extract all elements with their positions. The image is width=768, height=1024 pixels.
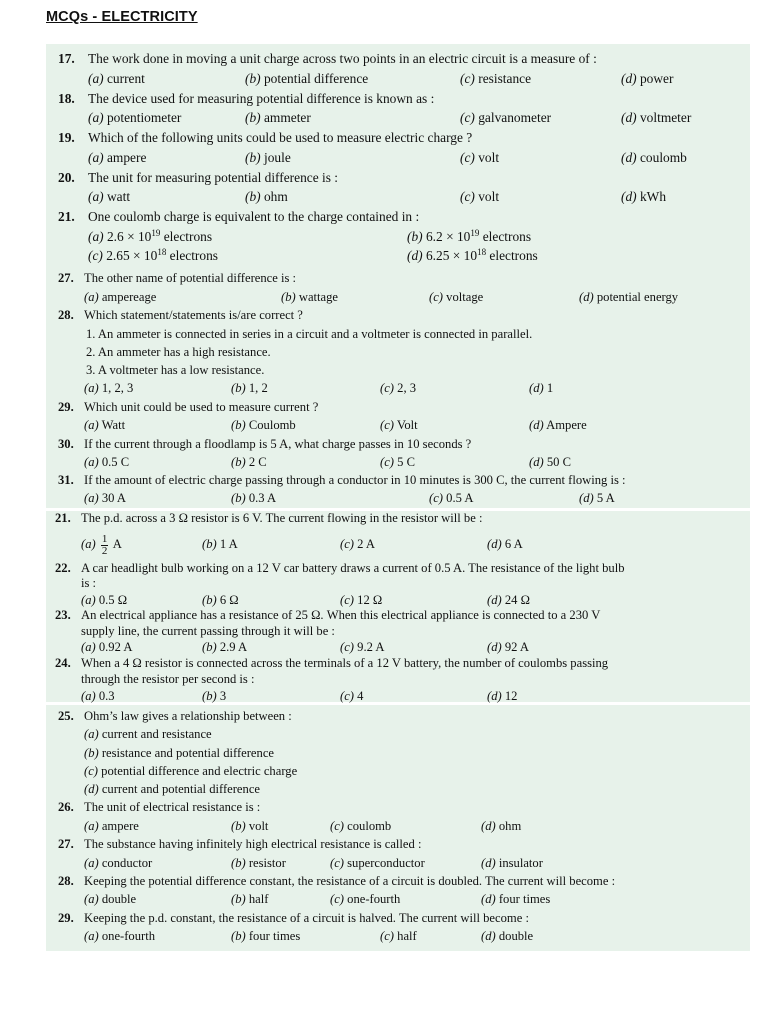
question-text: If the amount of electric charge passing through a conductor in 10 minutes is 300 C, the current flowing is : xyxy=(84,473,626,487)
question-text: A car headlight bulb working on a 12 V car battery draws a current of 0.5 A. The resistance of the light bulb xyxy=(81,561,625,575)
option-a: (a) watt xyxy=(88,189,131,204)
option-c: (c) voltage xyxy=(429,290,484,304)
question-text: When a 4 Ω resistor is connected across the terminals of a 12 V battery, the number of coulombs passing xyxy=(81,656,609,670)
question-text: Which unit could be used to measure current ? xyxy=(84,400,319,414)
option-b: (b) half xyxy=(231,892,269,906)
question-text-continued: is : xyxy=(81,576,97,590)
option-c: (c) galvanometer xyxy=(460,110,552,125)
question-number: 29. xyxy=(58,911,74,925)
option-b: (b) four times xyxy=(231,929,301,943)
option-d: (d) coulomb xyxy=(621,150,687,165)
option-c: (c) 2 A xyxy=(340,537,375,551)
option-a: (a) $2.6 \times 10^{19}$ electrons xyxy=(88,228,213,244)
question-text: The substance having infinitely high electrical resistance is called : xyxy=(84,837,422,851)
option-c: (c) half xyxy=(380,929,417,943)
option-c: (c) coulomb xyxy=(330,819,392,833)
question-number: 20. xyxy=(58,170,75,185)
option-b: (b) ammeter xyxy=(245,110,311,125)
question-text: The other name of potential difference is : xyxy=(84,271,297,285)
option-d: (d) Ampere xyxy=(529,418,587,432)
question-number: 17. xyxy=(58,51,75,66)
option-a: (a) current xyxy=(88,71,145,86)
option-a: (a) 0.5 Ω xyxy=(81,593,128,607)
question-text: The device used for measuring potential difference is known as : xyxy=(88,91,435,106)
question-number: 18. xyxy=(58,91,75,106)
option-b: (b) resistance and potential difference xyxy=(84,746,274,760)
option-c: (c) 5 C xyxy=(380,455,415,469)
question-number: 29. xyxy=(58,400,74,414)
option-c: (c) potential difference and electric charge xyxy=(84,764,298,778)
option-a: (a) conductor xyxy=(84,856,153,870)
option-d: (d) 5 A xyxy=(579,491,615,505)
option-a: (a) 0.5 C xyxy=(84,455,130,469)
option-d: (d) voltmeter xyxy=(621,110,692,125)
question-text: The unit for measuring potential difference is : xyxy=(88,170,339,185)
option-b: (b) $6.2 \times 10^{19}$ electrons xyxy=(407,228,532,244)
question-number: 25. xyxy=(58,709,74,723)
option-a: (a) double xyxy=(84,892,137,906)
option-b: (b) 3 xyxy=(202,689,227,703)
option-a: (a) current and resistance xyxy=(84,727,212,741)
option-c: (c) 4 xyxy=(340,689,364,703)
question-number: 21. xyxy=(58,209,75,224)
option-d: (d) ohm xyxy=(481,819,522,833)
option-a: (a) Watt xyxy=(84,418,126,432)
option-a: (a) 1, 2, 3 xyxy=(84,381,134,395)
option-a: (a) one-fourth xyxy=(84,929,155,943)
option-d: (d) 24 Ω xyxy=(487,593,530,607)
option-d: (d) kWh xyxy=(621,189,667,204)
question-number: 19. xyxy=(58,130,75,145)
question-number: 22. xyxy=(55,561,71,575)
option-a: (a) 30 A xyxy=(84,491,126,505)
option-a: (a) potentiometer xyxy=(88,110,182,125)
option-c: (c) $2.65 \times 10^{18}$ electrons xyxy=(88,247,218,263)
question-text: The p.d. across a 3 Ω resistor is 6 V. The current flowing in the resistor will be : xyxy=(81,511,483,525)
option-c: (c) 9.2 A xyxy=(340,640,385,654)
fraction: $\frac{1}{2}$ xyxy=(101,532,108,557)
option-d: (d) 50 C xyxy=(529,455,571,469)
question-number: 28. xyxy=(58,874,74,888)
option-a: (a) ampereage xyxy=(84,290,157,304)
option-c: (c) volt xyxy=(460,150,500,165)
option-b: (b) 1, 2 xyxy=(231,381,268,395)
question-text-continued: through the resistor per second is : xyxy=(81,672,255,686)
statement-3: 3. A voltmeter has a low resistance. xyxy=(86,363,265,377)
question-number: 27. xyxy=(58,837,74,851)
question-text: If the current through a floodlamp is 5 A, what charge passes in 10 seconds ? xyxy=(84,437,472,451)
option-c: (c) 12 Ω xyxy=(340,593,383,607)
option-c: (c) resistance xyxy=(460,71,532,86)
option-a: (a) ampere xyxy=(84,819,139,833)
option-c: (c) volt xyxy=(460,189,500,204)
question-number: 28. xyxy=(58,308,74,322)
option-b: (b) wattage xyxy=(281,290,339,304)
option-a: (a) ampere xyxy=(88,150,147,165)
option-d: (d) 92 A xyxy=(487,640,529,654)
option-a: (a) 0.3 xyxy=(81,689,115,703)
statement-1: 1. An ammeter is connected in series in a circuit and a voltmeter is connected in parallel. xyxy=(86,327,533,341)
option-d: (d) potential energy xyxy=(579,290,679,304)
question-number: 21. xyxy=(55,511,71,525)
statement-2: 2. An ammeter has a high resistance. xyxy=(86,345,271,359)
option-c: (c) 2, 3 xyxy=(380,381,417,395)
question-text: Ohm’s law gives a relationship between : xyxy=(84,709,292,723)
option-d: (d) four times xyxy=(481,892,551,906)
option-d: (d) double xyxy=(481,929,534,943)
option-b: (b) resistor xyxy=(231,856,286,870)
question-text: Which of the following units could be used to measure electric charge ? xyxy=(88,130,473,145)
question-text: Keeping the p.d. constant, the resistance of a circuit is halved. The current will become : xyxy=(84,911,529,925)
option-b: (b) 2.9 A xyxy=(202,640,248,654)
option-d: (d) 6 A xyxy=(487,537,523,551)
option-d: (d) 1 xyxy=(529,381,554,395)
question-number: 27. xyxy=(58,271,74,285)
option-c: (c) Volt xyxy=(380,418,418,432)
page-title: MCQs - ELECTRICITY xyxy=(46,9,198,25)
question-number: 26. xyxy=(58,800,74,814)
question-text: An electrical appliance has a resistance of 25 Ω. When this electrical appliance is connected to a 230 V xyxy=(81,608,601,622)
question-number: 24. xyxy=(55,656,71,670)
option-d: (d) power xyxy=(621,71,674,86)
question-text: One coulomb charge is equivalent to the charge contained in : xyxy=(88,209,420,224)
question-text: The unit of electrical resistance is : xyxy=(84,800,261,814)
option-b: (b) ohm xyxy=(245,189,288,204)
option-b: (b) potential difference xyxy=(245,71,369,86)
option-b: (b) 6 Ω xyxy=(202,593,239,607)
question-text: Which statement/statements is/are correct ? xyxy=(84,308,303,322)
option-b: (b) 1 A xyxy=(202,537,238,551)
question-text: The work done in moving a unit charge across two points in an electric circuit is a measure of : xyxy=(88,51,597,66)
option-b: (b) joule xyxy=(245,150,291,165)
option-d: (d) current and potential difference xyxy=(84,782,261,796)
question-text-continued: supply line, the current passing through it will be : xyxy=(81,624,335,638)
option-b: (b) volt xyxy=(231,819,269,833)
question-text: Keeping the potential difference constant, the resistance of a circuit is doubled. The current will become : xyxy=(84,874,616,888)
question-number: 30. xyxy=(58,437,74,451)
option-a: (a) $\frac{1}{2}$ A xyxy=(81,532,122,557)
option-d: (d) 12 xyxy=(487,689,518,703)
option-d: (d) insulator xyxy=(481,856,543,870)
option-b: (b) 2 C xyxy=(231,455,267,469)
option-c: (c) superconductor xyxy=(330,856,425,870)
option-b: (b) Coulomb xyxy=(231,418,296,432)
option-d: (d) $6.25 \times 10^{18}$ electrons xyxy=(407,247,538,263)
question-number: 31. xyxy=(58,473,74,487)
option-b: (b) 0.3 A xyxy=(231,491,277,505)
question-number: 23. xyxy=(55,608,71,622)
option-a: (a) 0.92 A xyxy=(81,640,133,654)
option-c: (c) one-fourth xyxy=(330,892,401,906)
option-c: (c) 0.5 A xyxy=(429,491,474,505)
